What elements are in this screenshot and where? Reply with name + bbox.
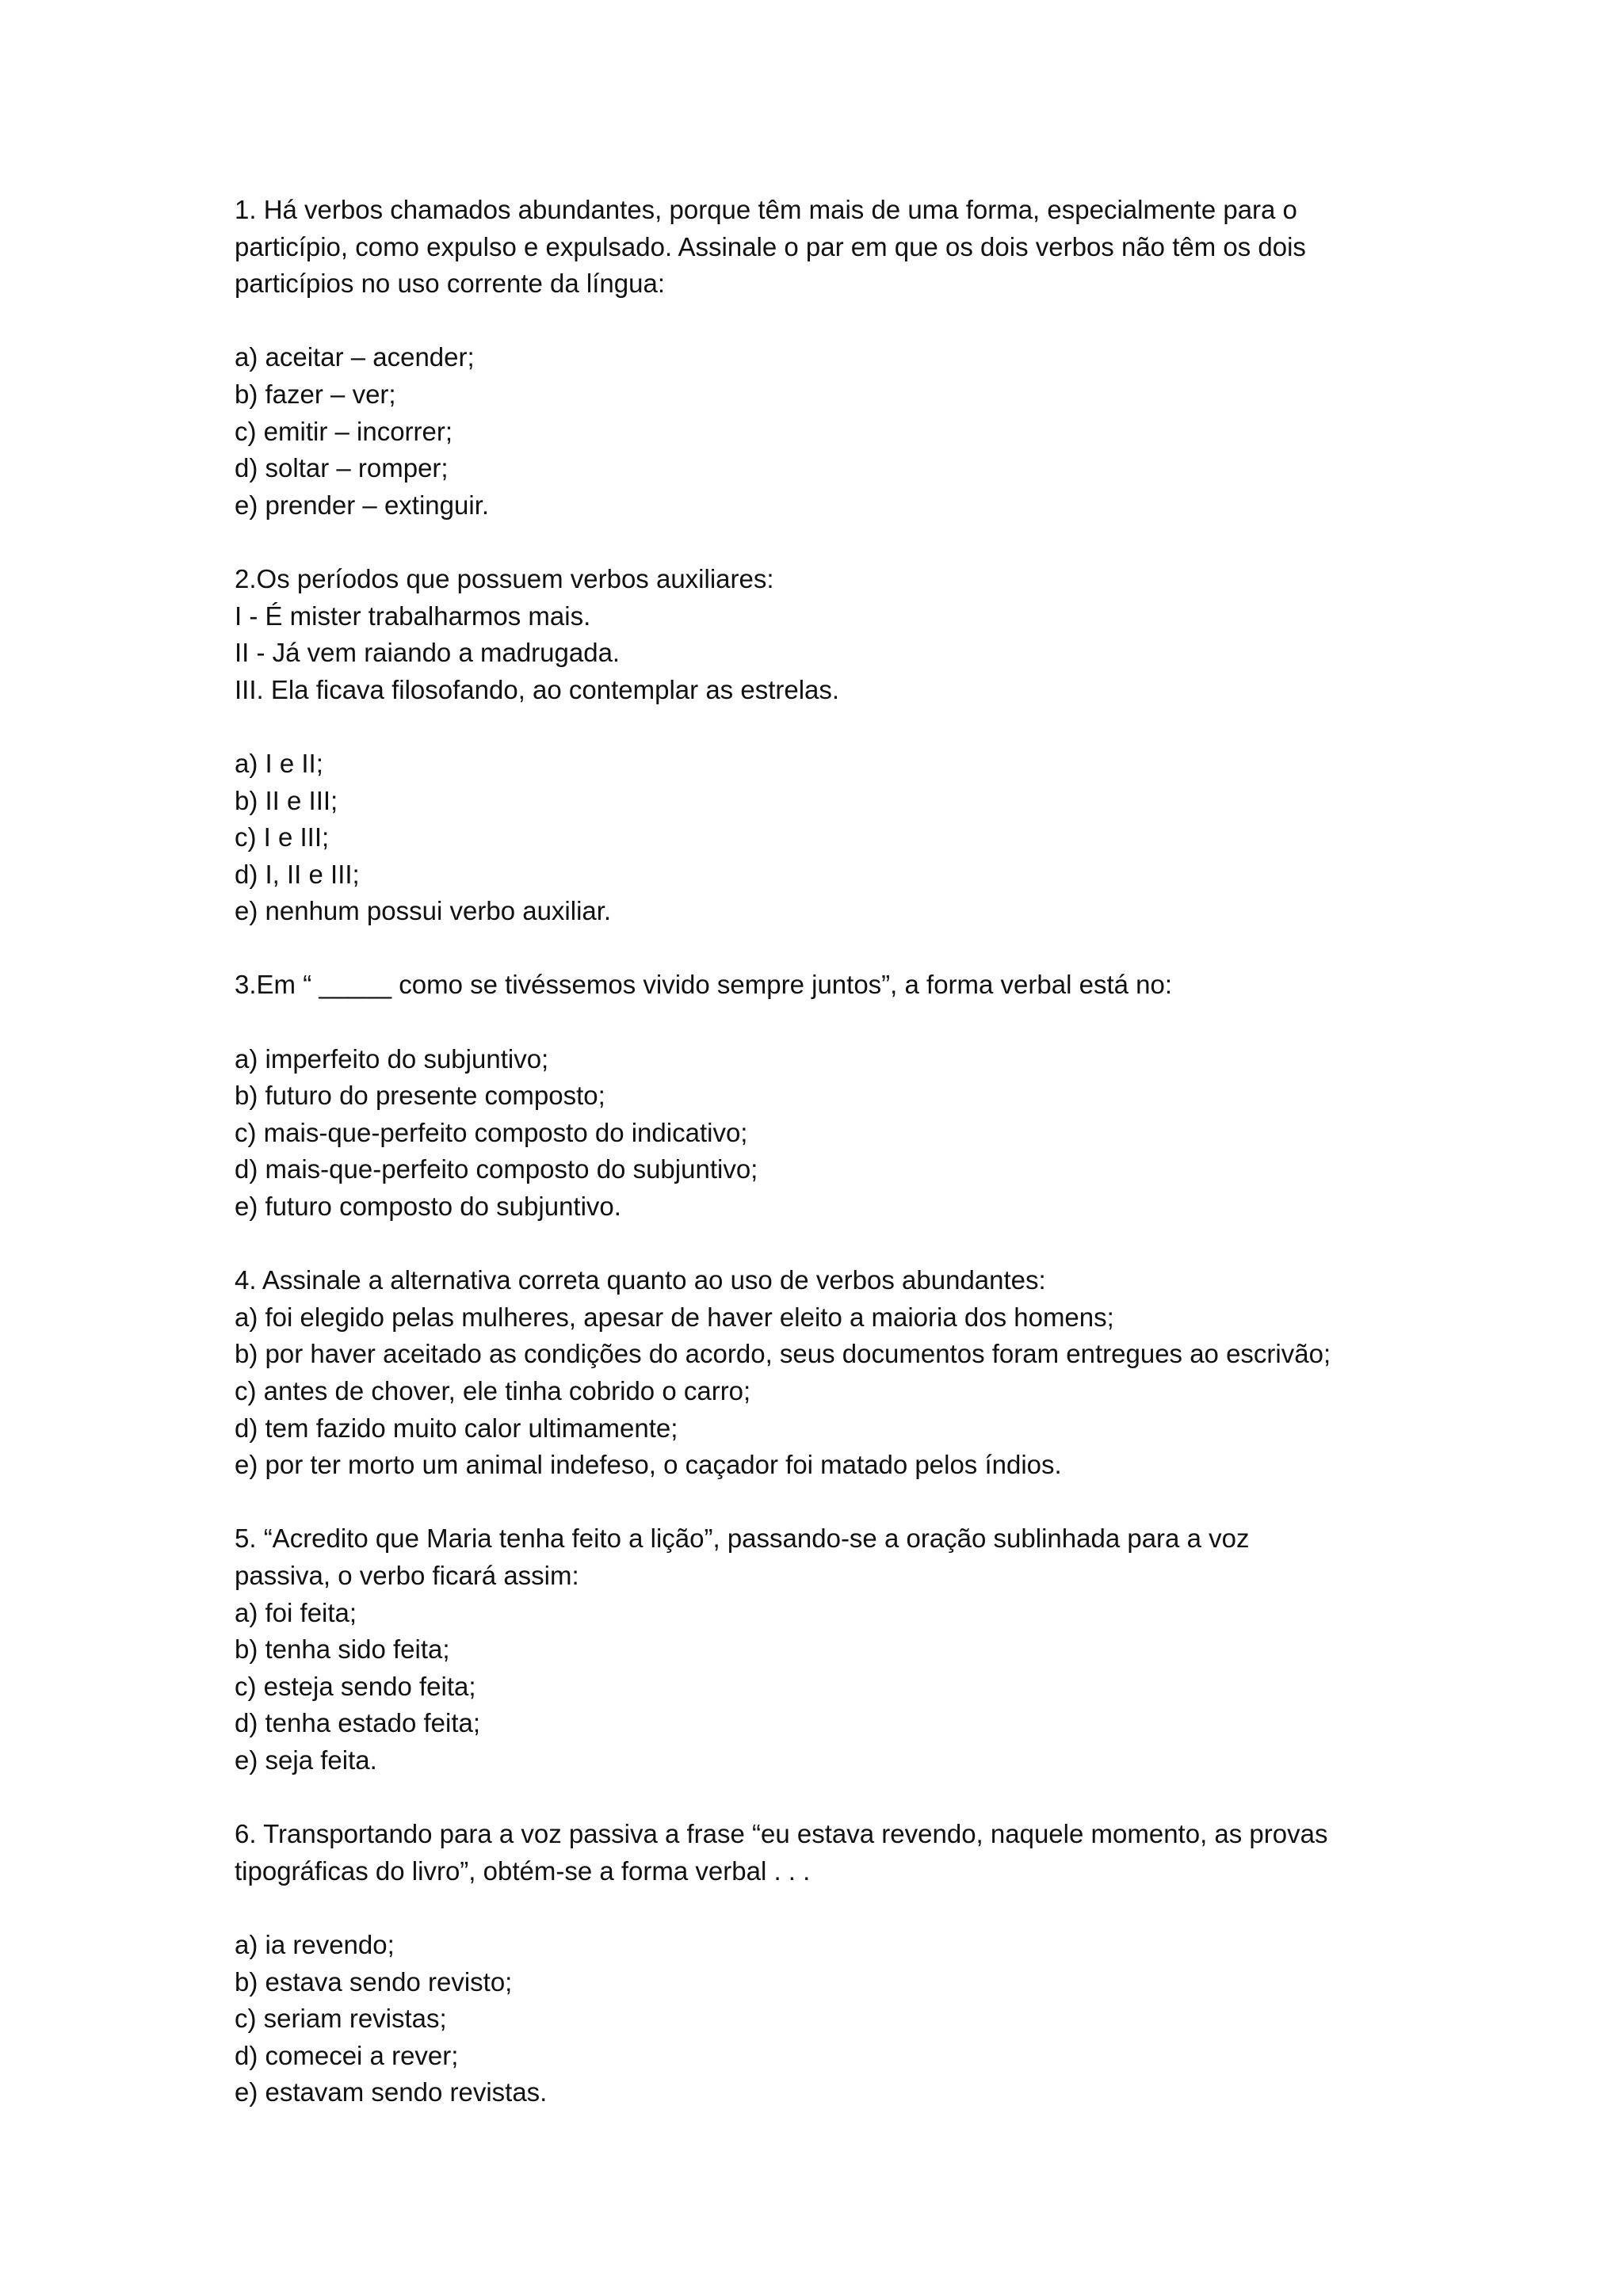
answer-option: d) tenha estado feita; bbox=[235, 1708, 481, 1738]
answer-option: e) por ter morto um animal indefeso, o caçador foi matado pelos índios. bbox=[235, 1450, 1062, 1480]
answer-option: d) I, II e III; bbox=[235, 859, 360, 889]
question-stem-line: III. Ela ficava filosofando, ao contemplar as estrelas. bbox=[235, 674, 840, 704]
spacer bbox=[235, 1484, 1392, 1521]
question-5 bbox=[235, 1520, 1392, 1779]
question-1 bbox=[235, 192, 1392, 524]
spacer bbox=[235, 708, 1392, 746]
answer-option: b) estava sendo revisto; bbox=[235, 1966, 513, 1997]
answer-option: d) mais-que-perfeito composto do subjuntivo; bbox=[235, 1154, 758, 1184]
answer-option: a) imperfeito do subjuntivo; bbox=[235, 1043, 549, 1074]
answer-option: a) foi feita; bbox=[235, 1597, 357, 1627]
answer-option: c) emitir – incorrer; bbox=[235, 416, 453, 446]
answer-option: a) ia revendo; bbox=[235, 1929, 395, 1959]
answer-option: e) futuro composto do subjuntivo. bbox=[235, 1192, 621, 1222]
answer-option: e) nenhum possui verbo auxiliar. bbox=[235, 896, 612, 926]
answer-option: e) prender – extinguir. bbox=[235, 490, 490, 520]
question-6 bbox=[235, 1816, 1392, 2111]
question-stem-line: passiva, o verbo ficará assim: bbox=[235, 1560, 579, 1590]
question-sheet bbox=[235, 192, 1392, 2111]
answer-option: d) soltar – romper; bbox=[235, 453, 449, 483]
spacer bbox=[235, 1004, 1392, 1041]
answer-option: a) aceitar – acender; bbox=[235, 342, 475, 372]
question-4 bbox=[235, 1262, 1392, 1484]
answer-option: a) I e II; bbox=[235, 748, 323, 778]
question-stem-line: 3.Em “ _____ como se tivéssemos vivido sempre juntos”, a forma verbal está no: bbox=[235, 970, 1173, 1000]
question-stem-line: particípios no uso corrente da língua: bbox=[235, 269, 666, 299]
answer-option: c) esteja sendo feita; bbox=[235, 1671, 476, 1701]
answer-option: b) fazer – ver; bbox=[235, 379, 396, 409]
question-stem-line: 6. Transportando para a voz passiva a frase “eu estava revendo, naquele momento, as provas bbox=[235, 1819, 1328, 1849]
answer-option: a) foi elegido pelas mulheres, apesar de haver eleito a maioria dos homens; bbox=[235, 1302, 1114, 1332]
spacer bbox=[235, 524, 1392, 561]
question-stem-line: 1. Há verbos chamados abundantes, porque têm mais de uma forma, especialmente para o bbox=[235, 195, 1297, 224]
answer-option: b) por haver aceitado as condições do acordo, seus documentos foram entregues ao escrivão; bbox=[235, 1339, 1331, 1369]
spacer bbox=[235, 930, 1392, 967]
question-stem-line: I - É mister trabalharmos mais. bbox=[235, 601, 591, 631]
answer-option: c) mais-que-perfeito composto do indicativo; bbox=[235, 1117, 748, 1147]
question-stem-line: 4. Assinale a alternativa correta quanto ao uso de verbos abundantes: bbox=[235, 1265, 1046, 1295]
spacer bbox=[235, 1779, 1392, 1817]
answer-option: c) antes de chover, ele tinha cobrido o carro; bbox=[235, 1376, 751, 1405]
answer-option: d) tem fazido muito calor ultimamente; bbox=[235, 1413, 678, 1443]
question-stem-line: tipográficas do livro”, obtém-se a forma verbal . . . bbox=[235, 1855, 811, 1886]
answer-option: b) tenha sido feita; bbox=[235, 1634, 450, 1665]
question-stem-line: particípio, como expulso e expulsado. Assinale o par em que os dois verbos não têm os dois bbox=[235, 231, 1306, 261]
answer-option: c) seriam revistas; bbox=[235, 2004, 447, 2034]
question-stem-line: 2.Os períodos que possuem verbos auxiliares: bbox=[235, 563, 774, 593]
question-3 bbox=[235, 967, 1392, 1225]
answer-option: e) estavam sendo revistas. bbox=[235, 2077, 548, 2107]
question-stem-line: II - Já vem raiando a madrugada. bbox=[235, 638, 621, 668]
spacer bbox=[235, 1226, 1392, 1263]
answer-option: b) futuro do presente composto; bbox=[235, 1081, 605, 1111]
question-stem-line: 5. “Acredito que Maria tenha feito a lição”, passando-se a oração sublinhada para a voz bbox=[235, 1524, 1250, 1554]
answer-option: e) seja feita. bbox=[235, 1745, 377, 1775]
spacer bbox=[235, 303, 1392, 340]
answer-option: c) I e III; bbox=[235, 822, 330, 852]
question-2 bbox=[235, 561, 1392, 930]
answer-option: d) comecei a rever; bbox=[235, 2040, 459, 2070]
answer-option: b) II e III; bbox=[235, 785, 338, 815]
spacer bbox=[235, 1890, 1392, 1927]
